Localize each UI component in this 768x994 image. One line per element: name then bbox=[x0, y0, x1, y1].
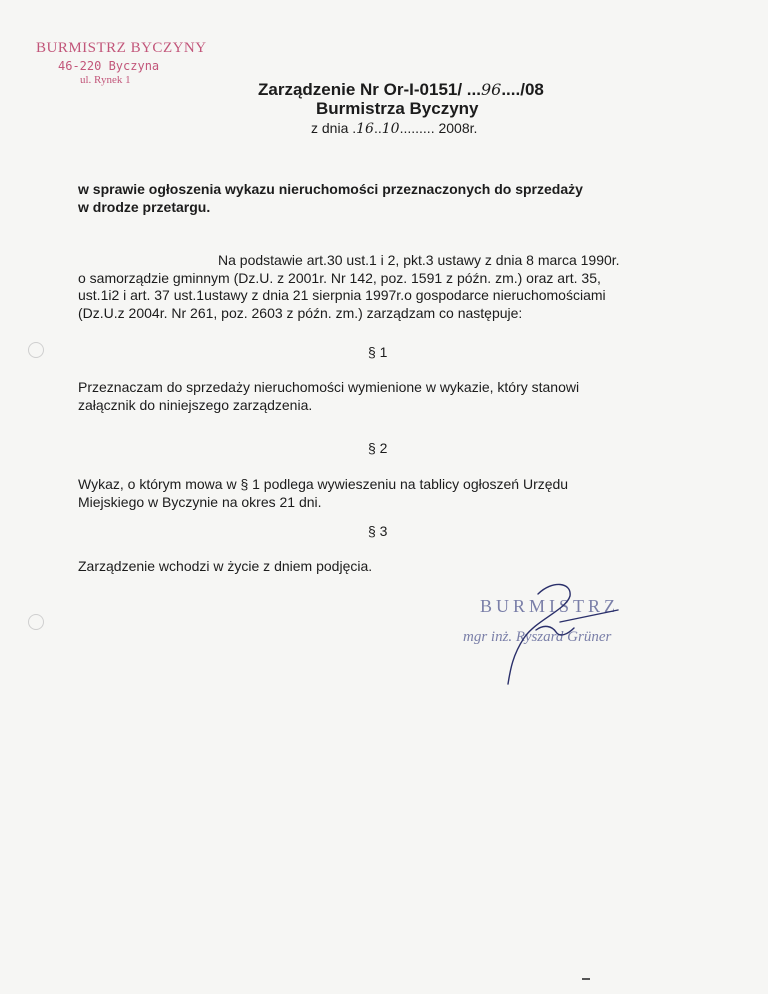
section-1-label: § 1 bbox=[368, 344, 388, 360]
title-prefix: Zarządzenie Nr Or-I-0151/ ... bbox=[258, 80, 481, 99]
section-2-label: § 2 bbox=[368, 440, 388, 456]
date-separator: .. bbox=[373, 120, 382, 136]
handwritten-month: 10 bbox=[381, 121, 400, 137]
section-1-text bbox=[78, 378, 698, 414]
section-3-label: § 3 bbox=[368, 523, 388, 539]
handwritten-signature bbox=[440, 580, 700, 700]
office-stamp bbox=[36, 40, 236, 86]
stamp-line-1: BURMISTRZ BYCZYNY bbox=[36, 40, 207, 56]
document-title bbox=[258, 80, 544, 100]
legal-line-4: (Dz.U.z 2004r. Nr 261, poz. 2603 z późn. zm.) zarządzam co następuje: bbox=[78, 304, 523, 321]
date-suffix: ......... 2008r. bbox=[399, 120, 478, 136]
handwritten-day: 16 bbox=[356, 121, 374, 137]
section-2-line-1: Wykaz, o którym mowa w § 1 podlega wywieszeniu na tablicy ogłoszeń Urzędu bbox=[78, 476, 569, 492]
subject-line-1: w sprawie ogłoszenia wykazu nieruchomości przeznaczonych do sprzedaży bbox=[78, 181, 583, 197]
legal-line-1: Na podstawie art.30 ust.1 i 2, pkt.3 ustawy z dnia 8 marca 1990r. bbox=[218, 252, 620, 268]
signature-stamp-name: mgr inż. Ryszard Grüner bbox=[463, 629, 612, 645]
section-2-text bbox=[78, 475, 698, 511]
stamp-line-2: 46-220 Byczyna bbox=[58, 59, 160, 73]
section-1-line-2: załącznik do niniejszego zarządzenia. bbox=[78, 397, 313, 413]
punch-hole-bottom bbox=[28, 614, 44, 630]
stamp-line-3: ul. Rynek 1 bbox=[80, 74, 131, 86]
legal-line-2: o samorządzie gminnym (Dz.U. z 2001r. Nr 142, poz. 1591 z późn. zm.) oraz art. 35, bbox=[78, 269, 601, 286]
section-1-line-1: Przeznaczam do sprzedaży nieruchomości wymienione w wykazie, który stanowi bbox=[78, 379, 580, 395]
subject-line-2: w drodze przetargu. bbox=[78, 199, 211, 215]
legal-line-3: ust.1i2 i art. 37 ust.1ustawy z dnia 21 sierpnia 1997r.o gospodarce nieruchomościami bbox=[78, 287, 606, 303]
title-suffix: ..../08 bbox=[501, 80, 544, 99]
section-3-text bbox=[78, 557, 698, 575]
subject-heading bbox=[78, 180, 678, 216]
section-2-line-2: Miejskiego w Byczynie na okres 21 dni. bbox=[78, 494, 322, 510]
punch-hole-top bbox=[28, 342, 44, 358]
section-3-line-1: Zarządzenie wchodzi w życie z dniem podjęcia. bbox=[78, 558, 373, 574]
signature-stamp-title: BURMISTRZ bbox=[480, 596, 620, 616]
document-date bbox=[311, 120, 477, 137]
document-subtitle: Burmistrza Byczyny bbox=[316, 99, 479, 118]
legal-basis bbox=[78, 252, 698, 322]
handwritten-number: 96 bbox=[480, 80, 502, 99]
scan-mark bbox=[582, 978, 590, 980]
signature-block bbox=[440, 580, 700, 700]
date-prefix: z dnia . bbox=[311, 120, 357, 136]
